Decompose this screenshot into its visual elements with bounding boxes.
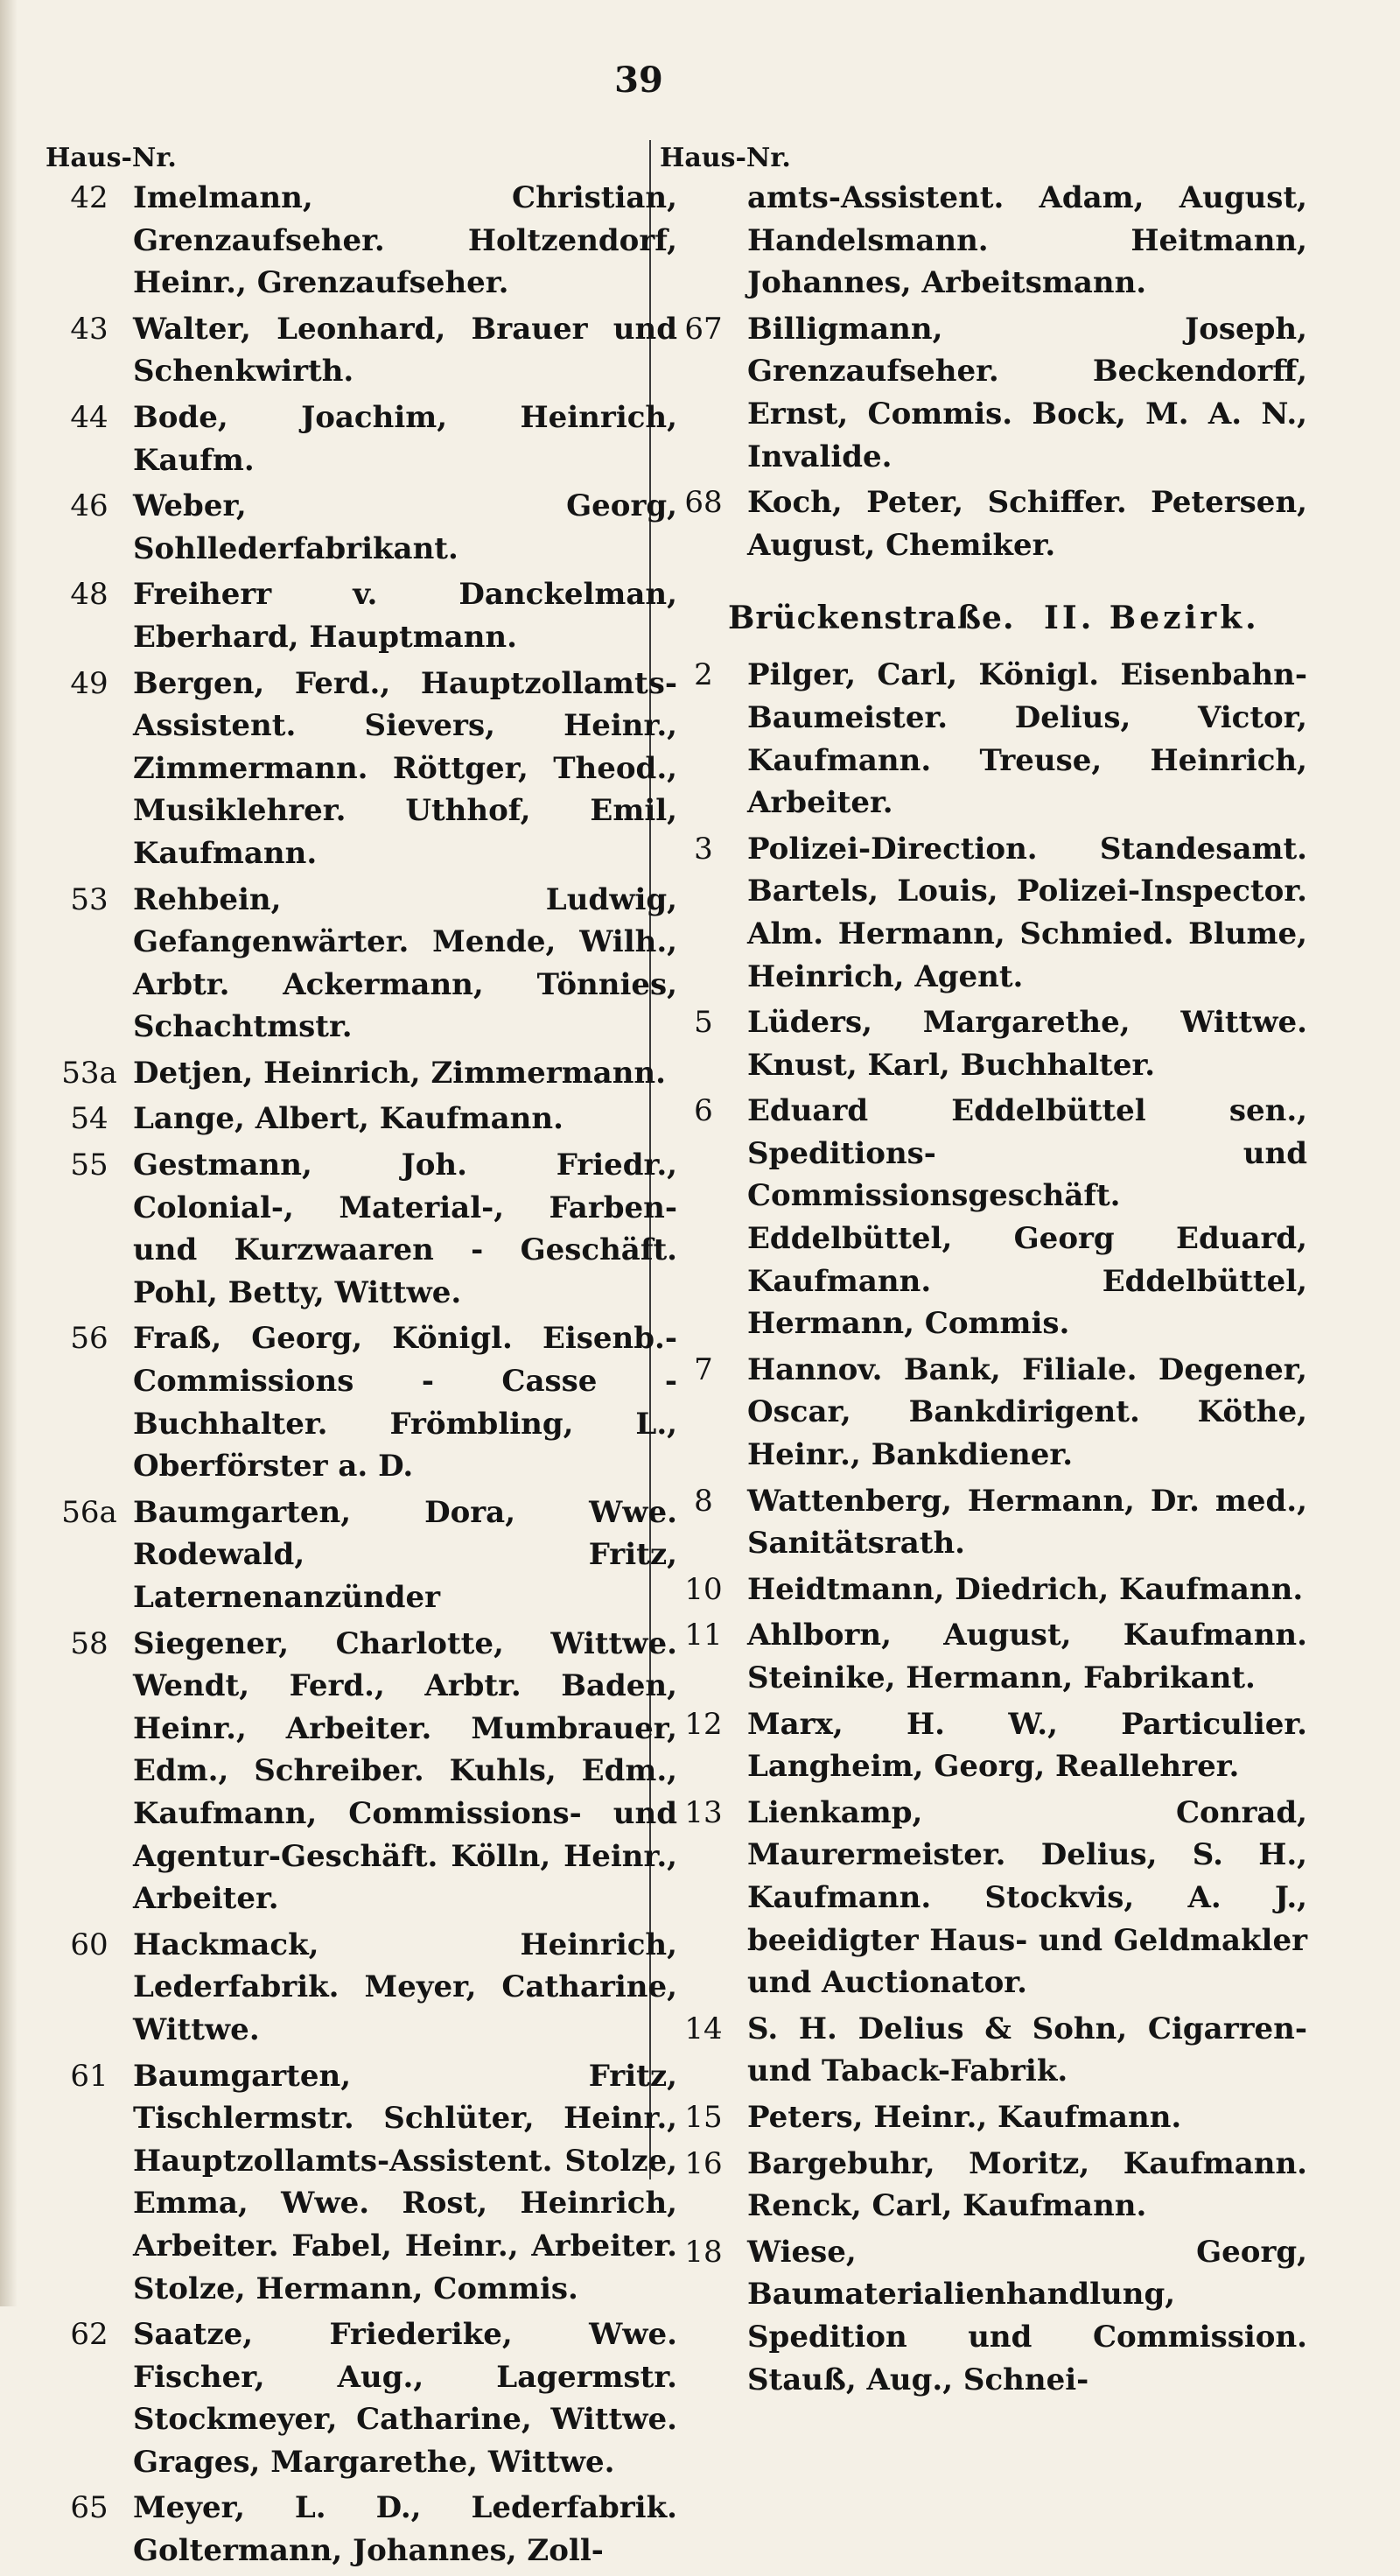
house-number: 18 bbox=[684, 2234, 723, 2270]
house-number-header: Haus-Nr. bbox=[660, 143, 791, 173]
address-entry bbox=[46, 1924, 677, 2052]
resident-text: Saatze, Friederike, Wwe. Fischer, Aug., Lagermstr. Stockmeyer, Catharine, Wittwe. Grages, Margarethe, Wittwe. bbox=[133, 2317, 677, 2480]
house-number: 53a bbox=[61, 1055, 117, 1091]
right-entry-list bbox=[660, 308, 1307, 567]
house-number: 16 bbox=[684, 2145, 723, 2181]
resident-text: Wattenberg, Hermann, Dr. med., Sanitätsrath. bbox=[747, 1483, 1307, 1562]
resident-text: Meyer, L. D., Lederfabrik. Goltermann, Johannes, Zoll- bbox=[133, 2490, 677, 2569]
resident-text: Fraß, Georg, Königl. Eisenb.-Commissions - Casse - Buchhalter. Frömbling, L., Oberförster a. D. bbox=[133, 1321, 677, 1485]
address-entry bbox=[660, 2143, 1307, 2228]
street-name: Brückenstraße. bbox=[728, 600, 1015, 637]
resident-text: Koch, Peter, Schiffer. Petersen, August, Chemiker. bbox=[747, 485, 1307, 563]
resident-text: Baumgarten, Dora, Wwe. Rodewald, Fritz, Laternenanzünder bbox=[133, 1494, 677, 1615]
house-number: 14 bbox=[684, 2011, 723, 2046]
house-number: 42 bbox=[70, 180, 108, 215]
house-number: 5 bbox=[694, 1005, 713, 1041]
address-entry bbox=[46, 573, 677, 658]
resident-text: Hannov. Bank, Filiale. Degener, Oscar, Bankdirigent. Köthe, Heinr., Bankdiener. bbox=[747, 1351, 1307, 1473]
resident-text: Ahlborn, August, Kaufmann. Steinike, Hermann, Fabrikant. bbox=[747, 1618, 1307, 1695]
resident-text: Lüders, Margarethe, Wittwe. Knust, Karl, Buchhalter. bbox=[747, 1005, 1307, 1083]
address-entry bbox=[46, 1098, 677, 1141]
resident-text: Rehbein, Ludwig, Gefangenwärter. Mende, Wilh., Arbtr. Ackermann, Tönnies, Schachtmstr. bbox=[133, 881, 677, 1045]
address-entry bbox=[660, 654, 1307, 824]
resident-text: Bargebuhr, Moritz, Kaufmann. Renck, Carl, Kaufmann. bbox=[747, 2145, 1307, 2224]
house-number-header: Haus-Nr. bbox=[46, 143, 177, 173]
resident-text: Bode, Joachim, Heinrich, Kaufm. bbox=[133, 399, 677, 478]
house-number: 60 bbox=[70, 1927, 108, 1962]
house-number: 44 bbox=[70, 399, 108, 435]
right-column bbox=[660, 140, 1307, 2404]
resident-text: Gestmann, Joh. Friedr., Colonial-, Material-, Farben- und Kurzwaaren - Geschäft. Pohl, Betty, Wittwe. bbox=[133, 1148, 677, 1310]
resident-text: Bergen, Ferd., Hauptzollamts-Assistent. Sievers, Heinr., Zimmermann. Röttger, Theod., Musiklehrer. Uthhof, Emil, Kaufmann. bbox=[133, 665, 677, 871]
house-number: 15 bbox=[684, 2099, 723, 2135]
house-number: 53 bbox=[70, 881, 108, 917]
resident-text: Heidtmann, Diedrich, Kaufmann. bbox=[747, 1571, 1304, 1607]
house-number: 55 bbox=[70, 1148, 108, 1183]
house-number: 48 bbox=[70, 577, 108, 613]
house-number: 68 bbox=[684, 485, 723, 521]
resident-text: Lange, Albert, Kaufmann. bbox=[133, 1101, 564, 1137]
resident-text: Freiherr v. Danckelman, Eberhard, Hauptmann. bbox=[133, 577, 677, 655]
address-entry bbox=[660, 308, 1307, 478]
address-entry bbox=[46, 663, 677, 875]
house-number: 56 bbox=[70, 1321, 108, 1357]
page-number: 39 bbox=[614, 60, 663, 101]
address-entry bbox=[660, 1090, 1307, 1345]
house-number: 67 bbox=[684, 311, 723, 347]
address-entry bbox=[46, 308, 677, 393]
address-entry bbox=[46, 2055, 677, 2311]
address-entry bbox=[660, 2008, 1307, 2093]
continued-entry bbox=[660, 177, 1307, 305]
address-entry bbox=[46, 1052, 677, 1095]
resident-text: Billigmann, Joseph, Grenzaufseher. Beckendorff, Ernst, Commis. Bock, M. A. N., Invalide. bbox=[747, 311, 1307, 474]
house-number: 8 bbox=[694, 1483, 713, 1519]
resident-text: Siegener, Charlotte, Wittwe. Wendt, Ferd., Arbtr. Baden, Heinr., Arbeiter. Mumbrauer, Edm., Schreiber. Kuhls, Edm., Kaufmann, Commissions- und Agentur-Geschäft. Kölln, Heinr., Arbeiter. bbox=[133, 1625, 677, 1917]
resident-text: Weber, Georg, Sohllederfabrikant. bbox=[133, 488, 677, 566]
resident-text: Pilger, Carl, Königl. Eisenbahn-Baumeister. Delius, Victor, Kaufmann. Treuse, Heinrich, Arbeiter. bbox=[747, 657, 1307, 821]
address-entry bbox=[660, 2231, 1307, 2401]
house-number: 6 bbox=[694, 1093, 713, 1129]
address-entry bbox=[46, 485, 677, 570]
left-entry-list bbox=[46, 177, 677, 2572]
address-entry bbox=[660, 481, 1307, 566]
house-number: 3 bbox=[694, 831, 713, 867]
resident-text: Baumgarten, Fritz, Tischlermstr. Schlüter, Heinr., Hauptzollamts-Assistent. Stolze, Emma, Wwe. Rost, Heinrich, Arbeiter. Fabel, Heinr., Arbeiter. Stolze, Hermann, Commis. bbox=[133, 2058, 677, 2306]
house-number: 62 bbox=[70, 2317, 108, 2353]
resident-text: Walter, Leonhard, Brauer und Schenkwirth. bbox=[133, 311, 677, 390]
resident-text: Marx, H. W., Particulier. Langheim, Georg, Reallehrer. bbox=[747, 1706, 1307, 1785]
address-entry bbox=[660, 1614, 1307, 1699]
house-number: 13 bbox=[684, 1794, 723, 1830]
address-entry bbox=[660, 1349, 1307, 1477]
house-number: 12 bbox=[684, 1706, 723, 1742]
address-entry bbox=[46, 1317, 677, 1487]
address-entry bbox=[660, 2096, 1307, 2139]
address-entry bbox=[46, 177, 677, 305]
address-entry bbox=[46, 1623, 677, 1920]
house-number: 10 bbox=[684, 1571, 723, 1607]
house-number: 58 bbox=[70, 1625, 108, 1661]
address-entry bbox=[46, 1492, 677, 1619]
address-entry bbox=[660, 1703, 1307, 1788]
address-entry bbox=[46, 397, 677, 481]
address-entry bbox=[46, 2313, 677, 2483]
address-entry bbox=[660, 1480, 1307, 1565]
resident-text: Lienkamp, Conrad, Maurermeister. Delius, S. H., Kaufmann. Stockvis, A. J., beeidigter Haus- und Geldmakler und Auctionator. bbox=[747, 1794, 1307, 2001]
house-number: 2 bbox=[694, 657, 713, 693]
house-number: 61 bbox=[70, 2058, 108, 2094]
house-number: 43 bbox=[70, 311, 108, 347]
address-entry bbox=[46, 2487, 677, 2572]
district-label: II. Bezirk. bbox=[1044, 600, 1260, 637]
left-column bbox=[46, 140, 677, 2576]
resident-text: Hackmack, Heinrich, Lederfabrik. Meyer, Catharine, Wittwe. bbox=[133, 1927, 677, 2047]
house-number: 46 bbox=[70, 488, 108, 524]
address-entry bbox=[660, 828, 1307, 998]
address-entry bbox=[46, 1144, 677, 1314]
address-entry bbox=[46, 879, 677, 1049]
right-entry-list bbox=[660, 654, 1307, 2401]
entry-text: amts-Assistent. Adam, August, Handelsmann. Heitmann, Johannes, Arbeitsmann. bbox=[747, 180, 1307, 301]
address-entry bbox=[660, 1792, 1307, 2004]
resident-text: Imelmann, Christian, Grenzaufseher. Holtzendorf, Heinr., Grenzaufseher. bbox=[133, 180, 677, 301]
house-number: 65 bbox=[70, 2490, 108, 2526]
resident-text: S. H. Delius & Sohn, Cigarren- und Taback-Fabrik. bbox=[747, 2011, 1307, 2089]
resident-text: Polizei-Direction. Standesamt. Bartels, Louis, Polizei-Inspector. Alm. Hermann, Schmied. Blume, Heinrich, Agent. bbox=[747, 831, 1307, 994]
resident-text: Peters, Heinr., Kaufmann. bbox=[747, 2099, 1182, 2135]
street-heading bbox=[728, 600, 1307, 636]
resident-text: Wiese, Georg, Baumaterialienhandlung, Spedition und Commission. Stauß, Aug., Schnei- bbox=[747, 2234, 1307, 2397]
house-number: 7 bbox=[694, 1351, 713, 1387]
resident-text: Eduard Eddelbüttel sen., Speditions- und Commissionsgeschäft. Eddelbüttel, Georg Eduard, Kaufmann. Eddelbüttel, Hermann, Commis. bbox=[747, 1093, 1307, 1342]
resident-text: Detjen, Heinrich, Zimmermann. bbox=[133, 1055, 666, 1091]
address-entry bbox=[660, 1001, 1307, 1086]
house-number: 56a bbox=[61, 1494, 117, 1530]
house-number: 49 bbox=[70, 665, 108, 701]
house-number: 54 bbox=[70, 1101, 108, 1137]
page-edge-shadow bbox=[0, 0, 18, 2306]
address-entry bbox=[660, 1569, 1307, 1611]
house-number: 11 bbox=[684, 1618, 723, 1653]
